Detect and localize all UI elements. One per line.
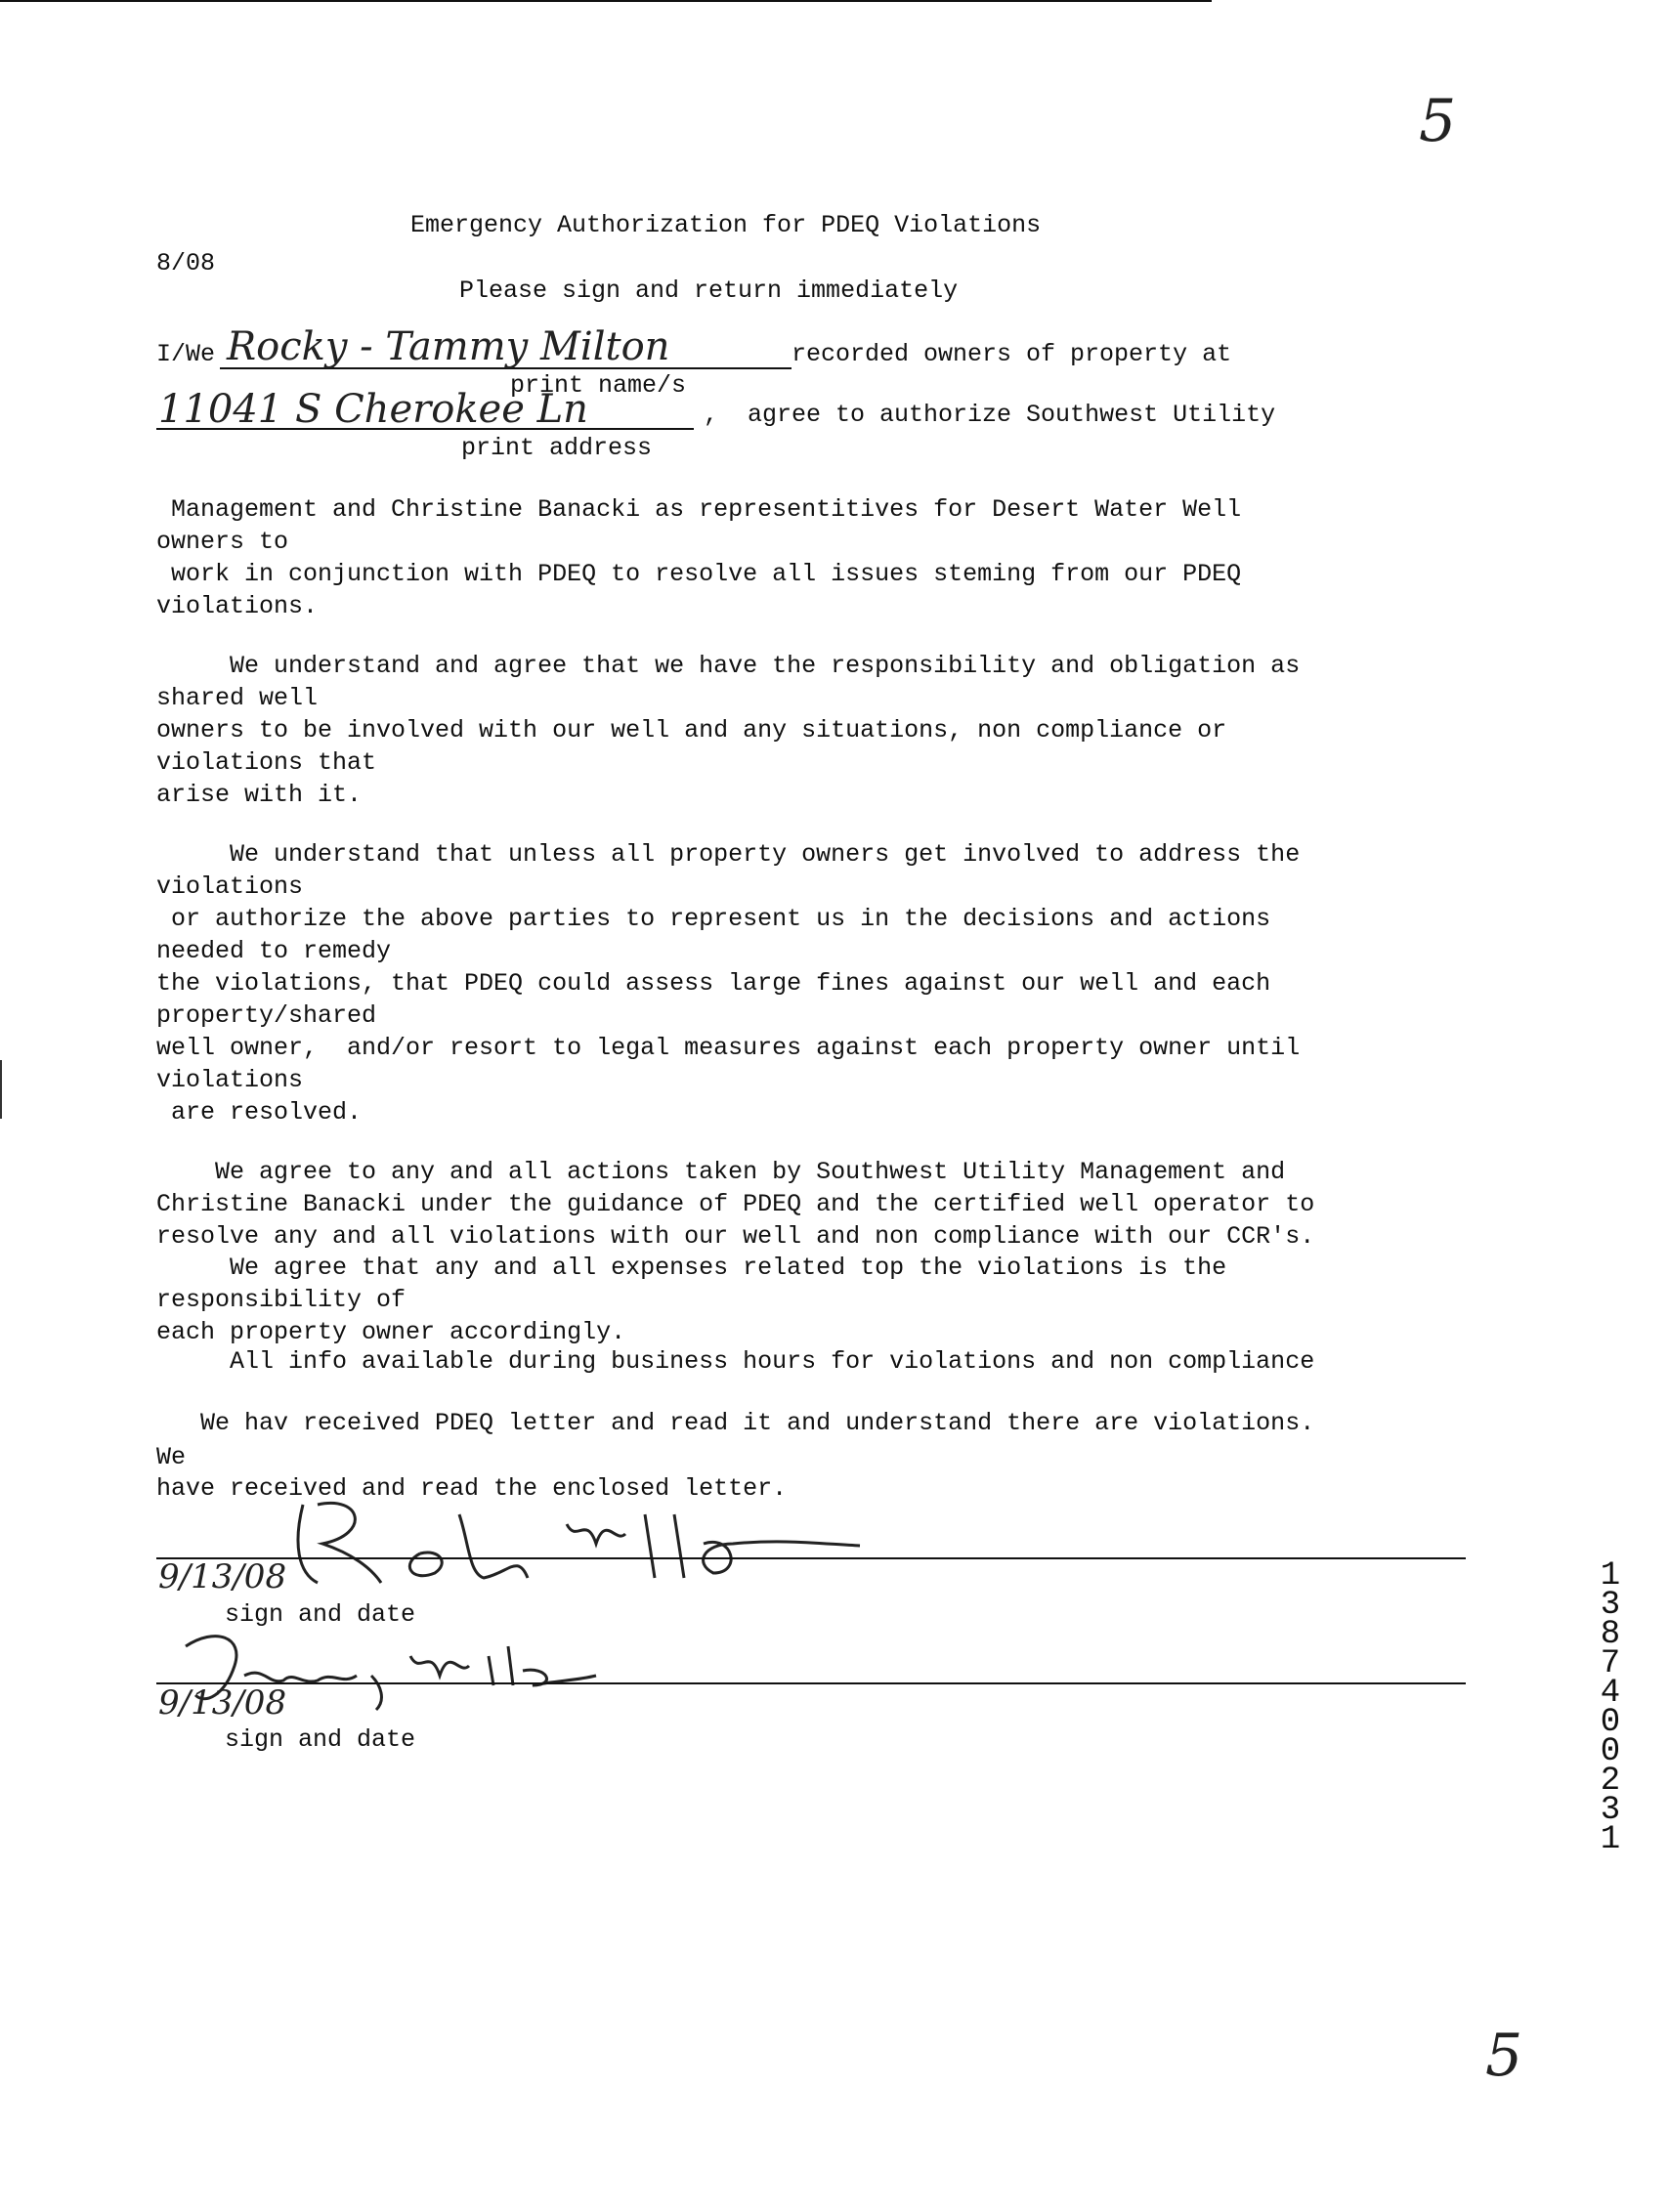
signature-2-date: 9/13/08 [158,1683,287,1723]
bates-number: 13874 00231 [1600,1557,1641,1858]
signature-2-label: sign and date [225,1725,416,1754]
paragraph-line: owners to be involved with our well and any situations, non compliance or [156,716,1227,744]
left-margin-mark [0,1060,2,1119]
paragraph-line: We [156,1443,187,1471]
address-handwritten: 11041 S Cherokee Ln [158,387,588,432]
paragraph-line: are resolved. [156,1098,363,1127]
paragraph-line: work in conjunction with PDEQ to resolve all issues steming from our PDEQ [156,560,1242,588]
owner-name-handwritten: Rocky - Tammy Milton [227,324,670,369]
date-code: 8/08 [156,249,216,277]
paragraph-line: We agree that any and all expenses related top the violations is the [156,1254,1227,1282]
signature-1-line [156,1557,1466,1559]
paragraph-line: owners to [156,528,289,556]
paragraph-line: well owner, and/or resort to legal measures against each property owner until [156,1034,1301,1062]
paragraph-line: Management and Christine Banacki as representitives for Desert Water Well [156,495,1242,524]
print-names-label: print name/s [510,371,687,400]
paragraph-line: We agree to any and all actions taken by Southwest Utility Management and [156,1158,1286,1186]
paragraph-line: responsibility of [156,1286,407,1314]
print-address-label: print address [461,434,653,462]
paragraph-line: violations [156,872,304,901]
paragraph-line: We hav received PDEQ letter and read it and understand there are violations. [156,1409,1315,1437]
paragraph-line: have received and read the enclosed letter. [156,1474,788,1503]
paragraph-line: We understand and agree that we have the responsibility and obligation as [156,652,1301,680]
signature-2-line [156,1682,1466,1684]
paragraph-line: violations that [156,748,377,777]
paragraph-line: property/shared [156,1001,377,1030]
paragraph-line: violations [156,1066,304,1094]
paragraph-line: shared well [156,684,319,712]
paragraph-line: All info available during business hours for violations and non compliance [156,1347,1315,1376]
paragraph-line: or authorize the above parties to represent us in the decisions and actions [156,905,1271,933]
signature-1-label: sign and date [225,1600,416,1629]
page-mark-top: 5 [1419,87,1457,155]
paragraph-line: Christine Banacki under the guidance of PDEQ and the certified well operator to [156,1190,1315,1218]
owners-text: recorded owners of property at [792,340,1232,368]
signature-1-drawing [274,1485,879,1602]
paragraph-line: the violations, that PDEQ could assess large fines against our well and each [156,969,1271,998]
paragraph-line: each property owner accordingly. [156,1318,626,1346]
authorize-text: , agree to authorize Southwest Utility [704,401,1276,429]
paragraph-line: We understand that unless all property owners get involved to address the [156,840,1301,869]
paragraph-line: violations. [156,592,319,620]
iwe-label: I/We [156,340,216,368]
signature-1-date: 9/13/08 [158,1557,287,1596]
document-title: Emergency Authorization for PDEQ Violations [410,211,1042,239]
paragraph-line: needed to remedy [156,937,392,965]
top-border [0,0,1212,2]
paragraph-line: arise with it. [156,781,363,809]
document-subtitle: Please sign and return immediately [459,276,959,305]
page-mark-bottom: 5 [1485,2021,1523,2090]
paragraph-line: resolve any and all violations with our well and non compliance with our CCR's. [156,1222,1315,1251]
